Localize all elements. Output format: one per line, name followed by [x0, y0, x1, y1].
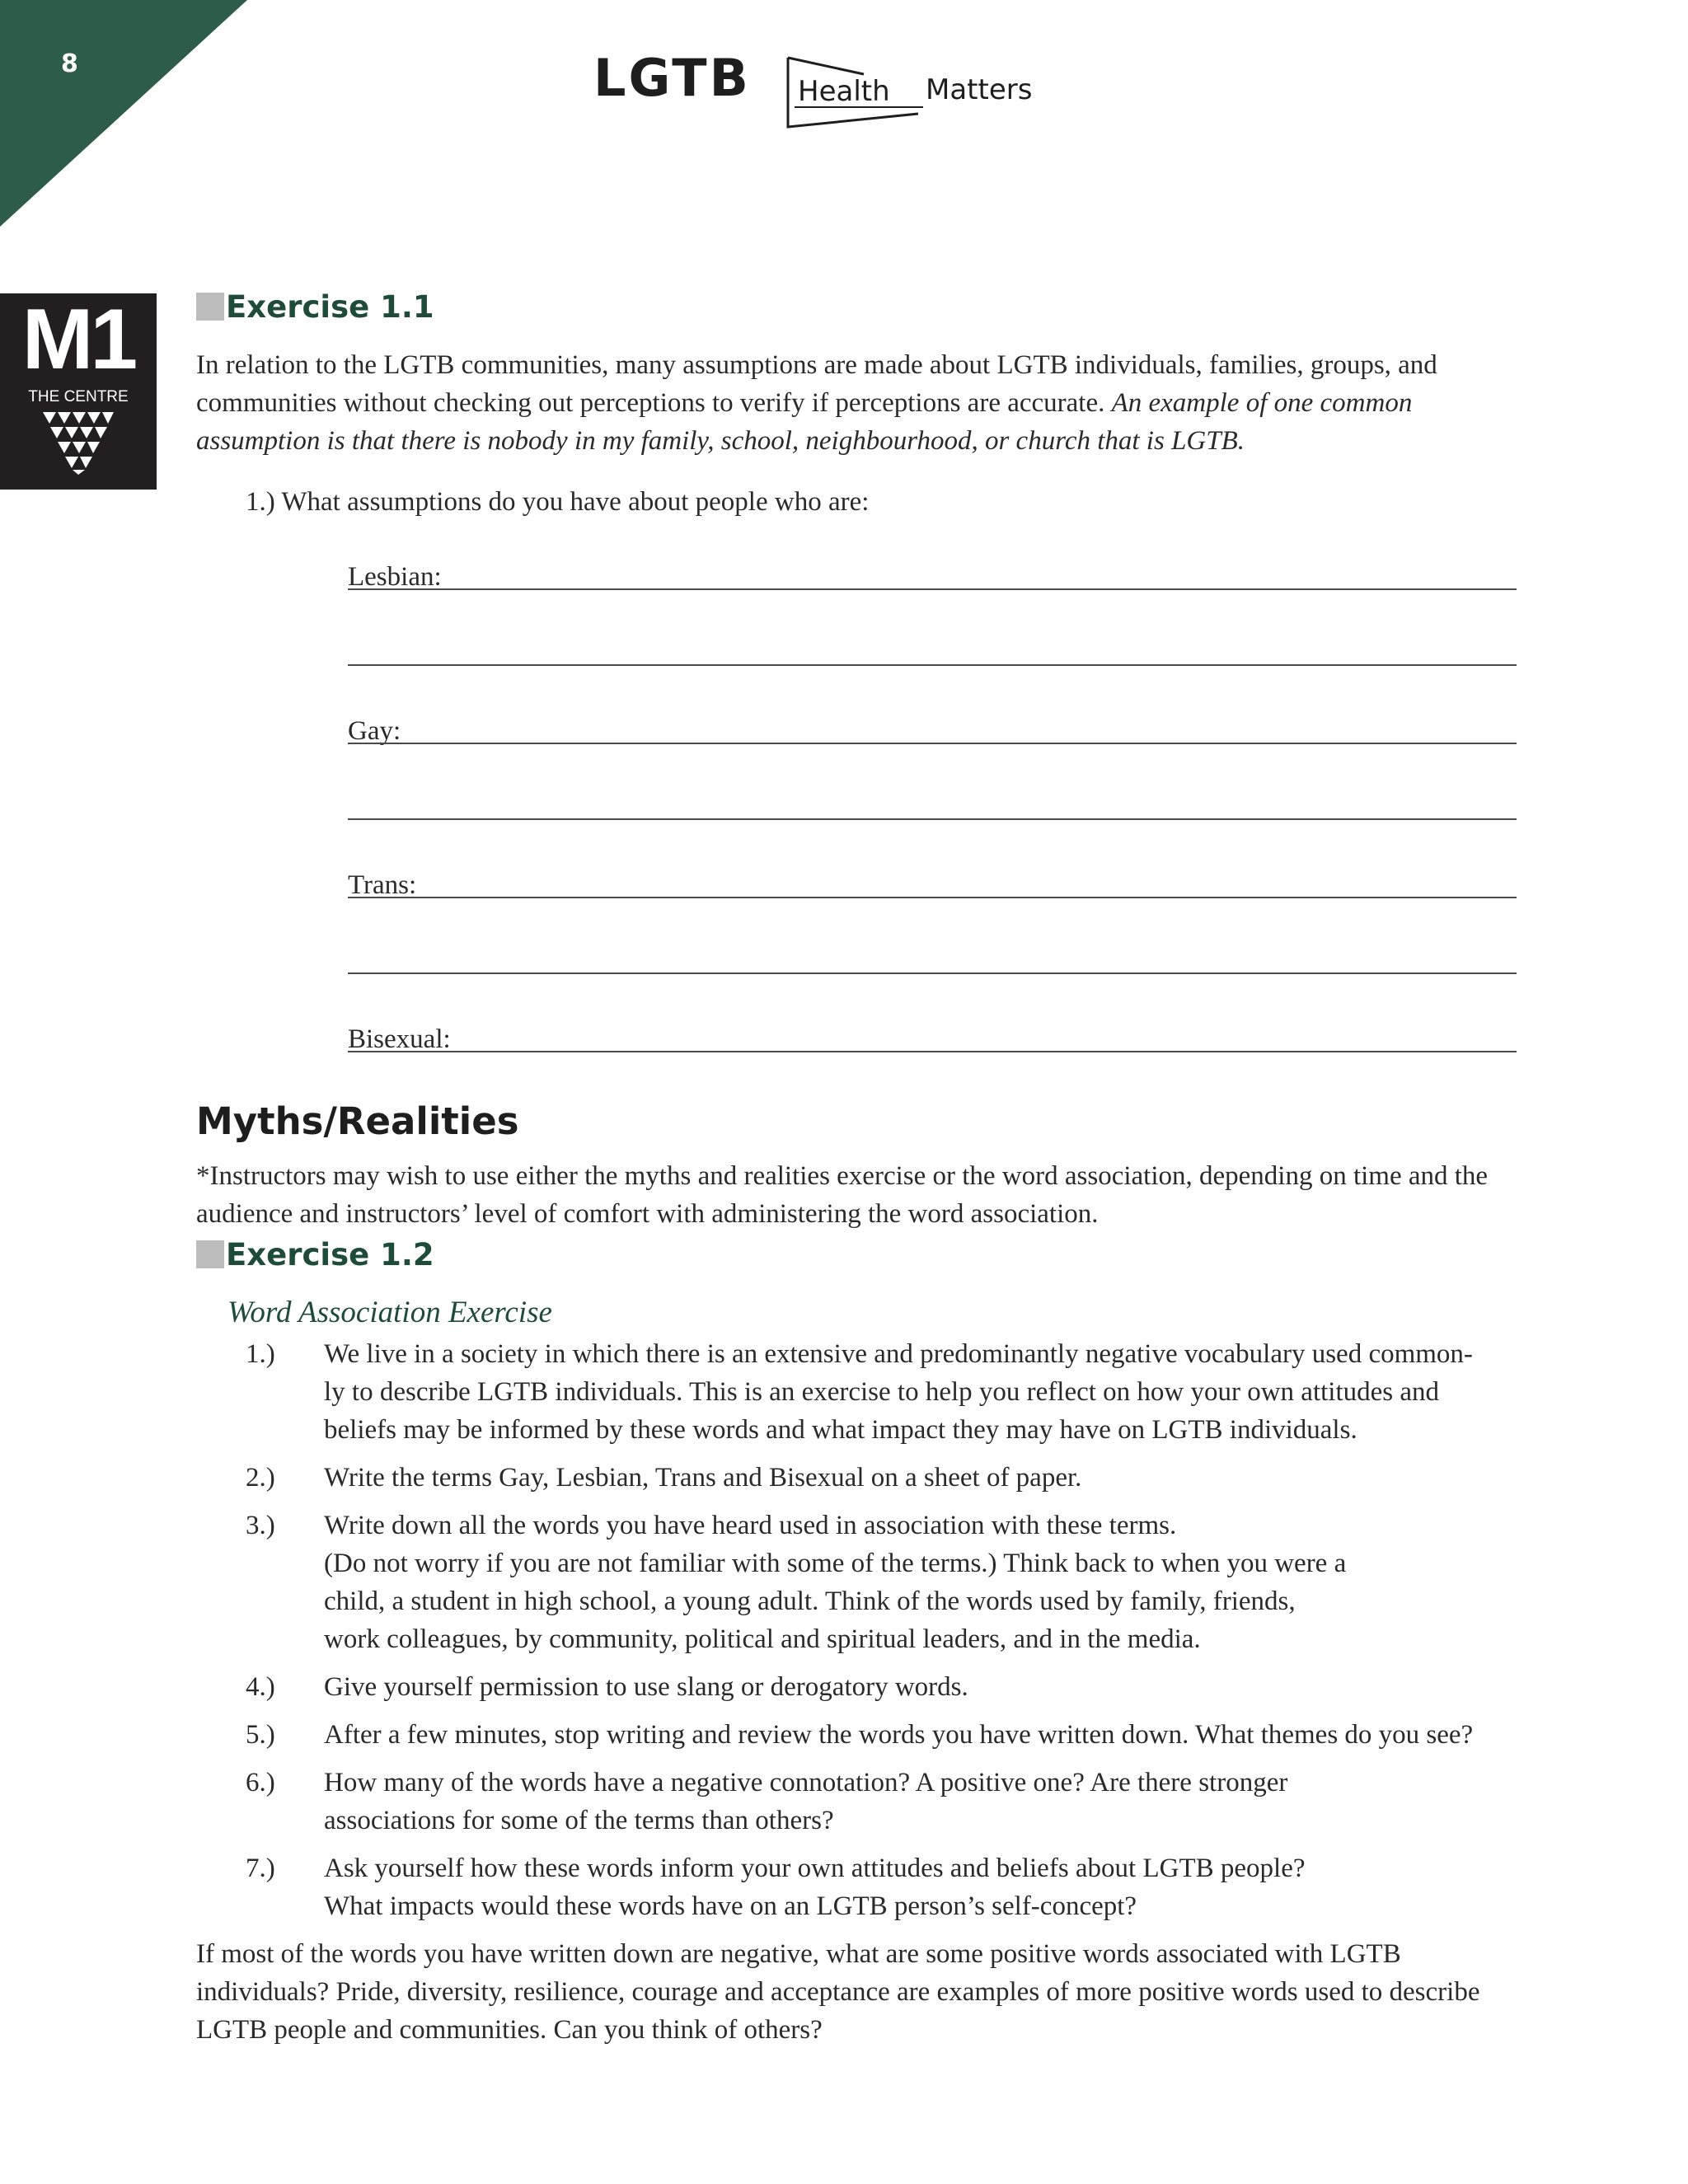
word-association-steps: [196, 1335, 1523, 1935]
module-code: M1: [21, 292, 135, 387]
exercise-1-1-question: 1.) What assumptions do you have about people who are:: [246, 487, 870, 517]
list-item: 1.) We live in a society in which there is an extensive and predominantly negative vocabulary used common- ly to describe LGTB individuals. This is an exercise to help you reflect on how your own attitudes and beliefs may be informed by these words and what impact they may have on LGTB individuals.: [246, 1339, 1473, 1445]
module-org: THE CENTRE: [28, 388, 129, 405]
answer-line-gay-2[interactable]: [348, 818, 1517, 820]
brand-sub-health: Health: [798, 75, 890, 108]
label-gay: Gay:: [348, 716, 401, 746]
answer-line-trans[interactable]: [348, 897, 1517, 898]
label-trans: Trans:: [348, 870, 417, 900]
label-lesbian: Lesbian:: [348, 562, 442, 592]
brand-main: LGTB: [593, 48, 751, 108]
answer-line-gay[interactable]: [348, 743, 1517, 744]
list-item: 3.) Write down all the words you have heard used in association with these terms. (Do not worry if you are not familiar with some of the terms.) Think back to when you were a child, a student in high school, a young adult. Think of the words used by family, friends, work colleagues, by community, political and spiritual leaders, and in the media.: [246, 1511, 1347, 1654]
list-item: 7.) Ask yourself how these words inform your own attitudes and beliefs about LGTB people? What impacts would these words have on an LGTB person’s self-concept?: [246, 1854, 1306, 1921]
list-item: 6.) How many of the words have a negative connotation? A positive one? Are there stronger associations for some of the terms than others?: [246, 1768, 1288, 1835]
answer-line-lesbian-2[interactable]: [348, 664, 1517, 666]
centre-triangle-logo-icon: [41, 409, 115, 475]
exercise-1-1-intro: In relation to the LGTB communities, many assumptions are made about LGTB individuals, families, groups, and communities without checking out perceptions to verify if perceptions are accurate. An example of one common assumption is that there is nobody in my family, school, neighbourhood, or church that is LGTB.: [196, 350, 1437, 456]
heading-square-icon: [196, 293, 224, 321]
list-item: 4.) Give yourself permission to use slang or derogatory words.: [246, 1672, 968, 1702]
heading-square-icon: [196, 1240, 224, 1268]
module-tab: [0, 293, 157, 490]
list-item: 2.) Write the terms Gay, Lesbian, Trans and Bisexual on a sheet of paper.: [246, 1463, 1082, 1493]
brand-sub-matters: Matters: [926, 73, 1033, 106]
page-number: 8: [61, 49, 78, 78]
closing-paragraph: If most of the words you have written down are negative, what are some positive words associated with LGTB individuals? Pride, diversity, resilience, courage and acceptance are examples of more positive words used to describe LGTB people and communities. Can you think of others?: [196, 1939, 1480, 2045]
instructors-note: *Instructors may wish to use either the myths and realities exercise or the word association, depending on time and the audience and instructors’ level of comfort with administering the word association.: [196, 1161, 1489, 1229]
label-bisexual: Bisexual:: [348, 1024, 451, 1054]
answer-line-trans-2[interactable]: [348, 972, 1517, 974]
brand-logo: [593, 48, 1088, 134]
myths-realities-title: Myths/Realities: [196, 1099, 519, 1143]
exercise-1-2-heading: Exercise 1.2: [196, 1240, 434, 1270]
word-association-subheading: Word Association Exercise: [227, 1296, 552, 1329]
exercise-1-1-heading: Exercise 1.1: [196, 292, 434, 322]
answer-line-lesbian[interactable]: [348, 588, 1517, 590]
list-item: 5.) After a few minutes, stop writing and review the words you have written down. What themes do you see?: [246, 1720, 1474, 1750]
corner-decoration: [0, 0, 247, 227]
answer-line-bisexual[interactable]: [348, 1051, 1517, 1052]
